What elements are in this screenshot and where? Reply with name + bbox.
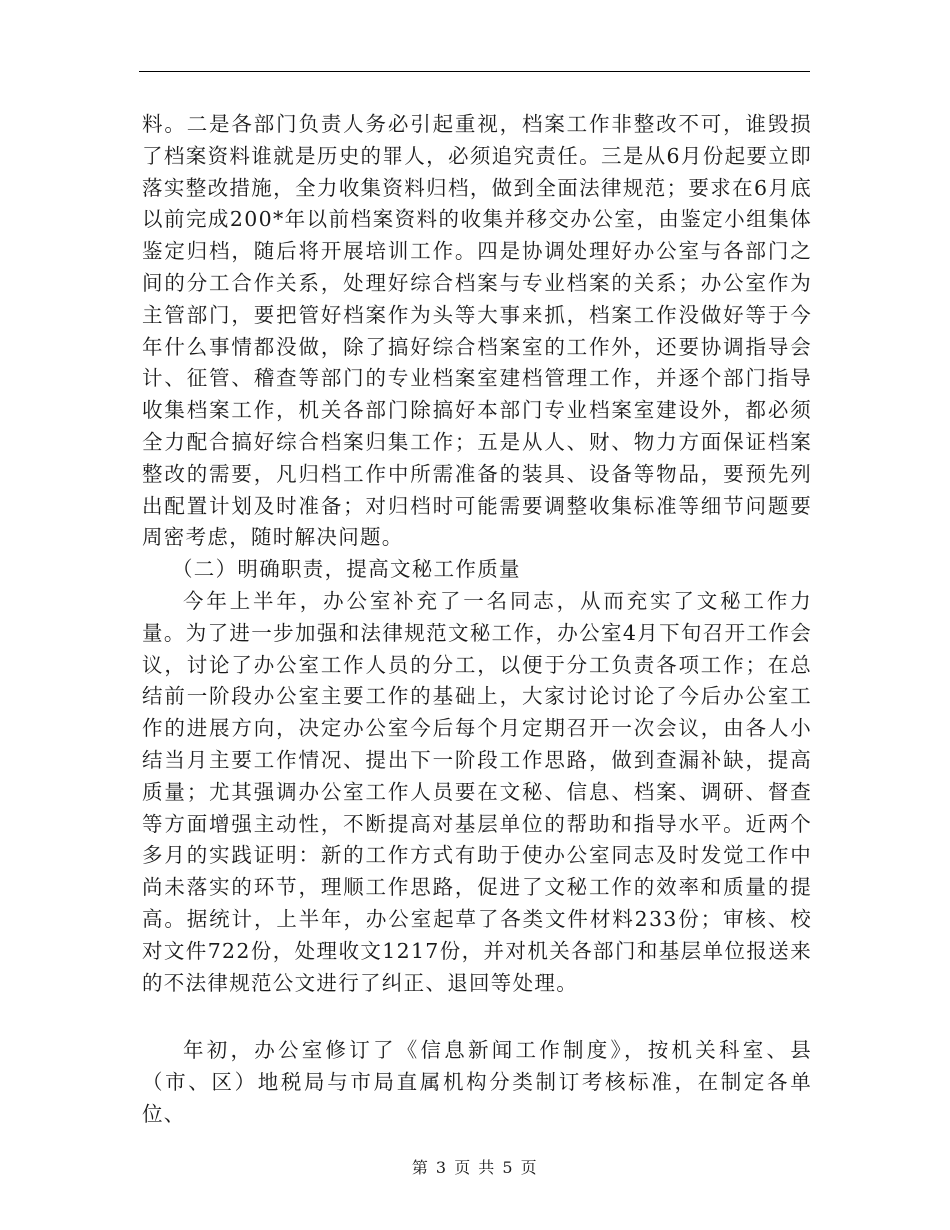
paragraph-archive-rectification: 料。二是各部门负责人务必引起重视，档案工作非整改不可，谁毁损了档案资料谁就是历史的罪人，必须追究责任。三是从6月份起要立即落实整改措施，全力收集资料归档，做到全面法律规范；要求在6月底以前完成200*年以前档案资料的收集并移交办公室，由鉴定小组集体鉴定归档，随后将开展培训工作。四是协调处理好办公室与各部门之间的分工合作关系，处理好综合档案与专业档案的关系；办公室作为主管部门，要把管好档案作为头等大事来抓，档案工作没做好等于今年什么事情都没做，除了搞好综合档案室的工作外，还要协调指导会计、征管、稽查等部门的专业档案室建档管理工作，并逐个部门指导收集档案工作，机关各部门除搞好本部门专业档案室建设外，都必须全力配合搞好综合档案归集工作；五是从人、财、物力方面保证档案整改的需要，凡归档工作中所需准备的装具、设备等物品，要预先列出配置计划及时准备；对归档时可能需要调整收集标准等细节问题要周密考虑，随时解决问题。 <box>142 112 812 550</box>
document-body <box>142 109 812 1131</box>
section-heading-secretarial: （二）明确职责，提高文秘工作质量 <box>172 557 521 582</box>
paragraph-information-news: 年初，办公室修订了《信息新闻工作制度》，按机关科室、县（市、区）地税局与市局直属机构分类制订考核标准，在制定各单位、 <box>142 1038 812 1126</box>
header-divider <box>139 71 810 72</box>
page-number-footer: 第 3 页 共 5 页 <box>411 1158 539 1177</box>
paragraph-secretarial-work: 今年上半年，办公室补充了一名同志，从而充实了文秘工作力量。为了进一步加强和法律规范文秘工作，办公室4月下旬召开工作会议，讨论了办公室工作人员的分工，以便于分工负责各项工作；在总结前一阶段办公室主要工作的基础上，大家讨论讨论了今后办公室工作的进展方向，决定办公室今后每个月定期召开一次会议，由各人小结当月主要工作情况、提出下一阶段工作思路，做到查漏补缺，提高质量；尤其强调办公室工作人员要在文秘、信息、档案、调研、督查等方面增强主动性，不断提高对基层单位的帮助和指导水平。近两个多月的实践证明：新的工作方式有助于使办公室同志及时发觉工作中尚未落实的环节，理顺工作思路，促进了文秘工作的效率和质量的提高。据统计，上半年，办公室起草了各类文件材料233份；审核、校对文件722份，处理收文1217份，并对机关各部门和基层单位报送来的不法律规范公文进行了纠正、退回等处理。 <box>142 588 812 995</box>
